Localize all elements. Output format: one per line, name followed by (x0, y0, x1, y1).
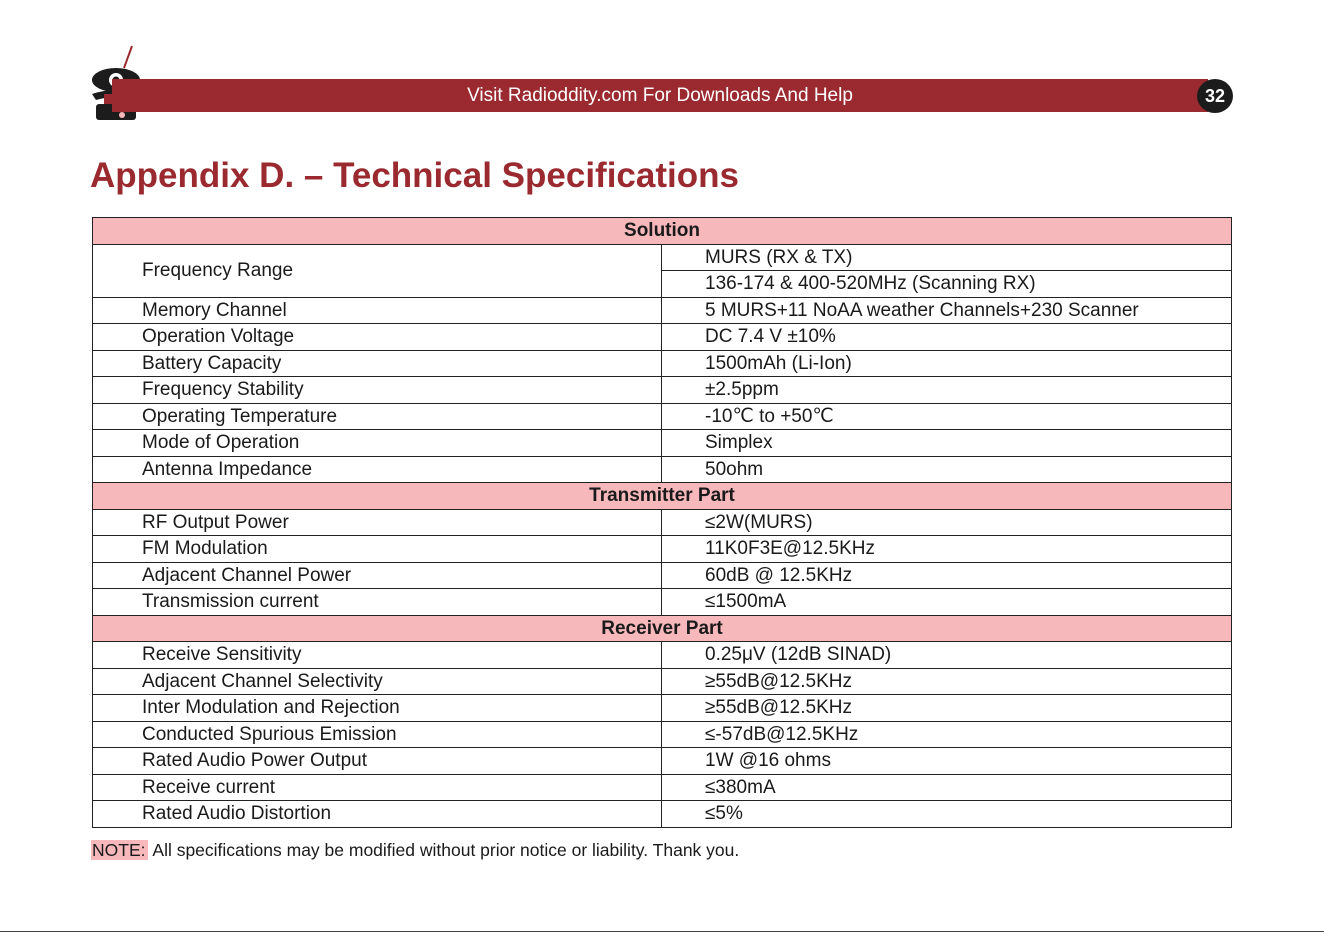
table-row (93, 721, 1232, 748)
spec-label: Adjacent Channel Selectivity (93, 668, 662, 695)
spec-value: ≥55dB@12.5KHz (662, 668, 1232, 695)
page-title: Appendix D. – Technical Specifications (90, 156, 739, 195)
spec-label: Battery Capacity (93, 350, 662, 377)
spec-value: ≤380mA (662, 774, 1232, 801)
section-header-solution (93, 218, 1232, 245)
spec-value: ≤-57dB@12.5KHz (662, 721, 1232, 748)
spec-label: Mode of Operation (93, 430, 662, 457)
table-row (93, 695, 1232, 722)
table-row (93, 324, 1232, 351)
spec-value: ≤2W(MURS) (662, 509, 1232, 536)
table-row (93, 774, 1232, 801)
spec-label: Operation Voltage (93, 324, 662, 351)
spec-value: ≤5% (662, 801, 1232, 828)
table-row (93, 801, 1232, 828)
table-row (93, 536, 1232, 563)
section-heading: Receiver Part (93, 615, 1232, 642)
note (91, 840, 739, 861)
page-number-badge: 32 (1197, 79, 1233, 113)
spec-value: 1500mAh (Li-Ion) (662, 350, 1232, 377)
spec-label: Conducted Spurious Emission (93, 721, 662, 748)
spec-value: 1W @16 ohms (662, 748, 1232, 775)
spec-label: Rated Audio Distortion (93, 801, 662, 828)
spec-label: Adjacent Channel Power (93, 562, 662, 589)
table-row (93, 244, 1232, 271)
table-row (93, 642, 1232, 669)
table-row (93, 377, 1232, 404)
spec-value: Simplex (662, 430, 1232, 457)
spec-label: Inter Modulation and Rejection (93, 695, 662, 722)
section-header-transmitter (93, 483, 1232, 510)
section-header-receiver (93, 615, 1232, 642)
spec-value: ≤1500mA (662, 589, 1232, 616)
spec-value: ≥55dB@12.5KHz (662, 695, 1232, 722)
spec-value: 11K0F3E@12.5KHz (662, 536, 1232, 563)
section-heading: Transmitter Part (93, 483, 1232, 510)
table-row (93, 350, 1232, 377)
spec-value: 50ohm (662, 456, 1232, 483)
spec-label: Rated Audio Power Output (93, 748, 662, 775)
table-row (93, 430, 1232, 457)
spec-label: Frequency Stability (93, 377, 662, 404)
spec-label: Transmission current (93, 589, 662, 616)
table-row (93, 562, 1232, 589)
table-row (93, 297, 1232, 324)
table-row (93, 509, 1232, 536)
spec-value: 5 MURS+11 NoAA weather Channels+230 Scanner (662, 297, 1232, 324)
spec-value: 60dB @ 12.5KHz (662, 562, 1232, 589)
spec-label: RF Output Power (93, 509, 662, 536)
spec-label: Receive current (93, 774, 662, 801)
spec-value: -10℃ to +50℃ (662, 403, 1232, 430)
specifications-table (92, 217, 1232, 828)
table-row (93, 668, 1232, 695)
table-row (93, 748, 1232, 775)
spec-label: Operating Temperature (93, 403, 662, 430)
spec-label: Antenna Impedance (93, 456, 662, 483)
section-heading: Solution (93, 218, 1232, 245)
header-banner: Visit Radioddity.com For Downloads And Help (112, 79, 1208, 112)
spec-value: 136-174 & 400-520MHz (Scanning RX) (662, 271, 1232, 298)
spec-label: Memory Channel (93, 297, 662, 324)
spec-value: ±2.5ppm (662, 377, 1232, 404)
table-row (93, 403, 1232, 430)
spec-label: Frequency Range (93, 244, 662, 297)
spec-value: DC 7.4 V ±10% (662, 324, 1232, 351)
spec-value: 0.25μV (12dB SINAD) (662, 642, 1232, 669)
note-label: NOTE: (91, 840, 148, 860)
spec-value: MURS (RX & TX) (662, 244, 1232, 271)
spec-label: Receive Sensitivity (93, 642, 662, 669)
table-row (93, 456, 1232, 483)
footer-divider (0, 931, 1324, 932)
note-text: All specifications may be modified without prior notice or liability. Thank you. (152, 840, 740, 860)
spec-label: FM Modulation (93, 536, 662, 563)
table-row (93, 589, 1232, 616)
